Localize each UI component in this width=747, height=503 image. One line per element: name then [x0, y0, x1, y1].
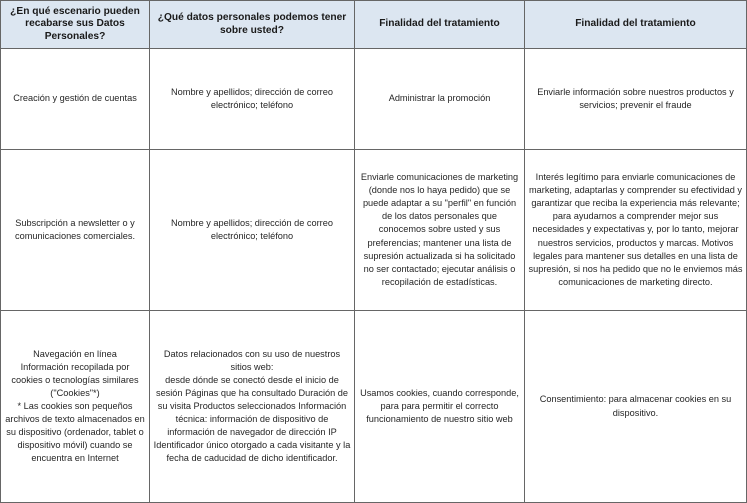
- cell-purpose: Enviarle comunicaciones de marketing (donde nos lo haya pedido) que se puede adaptar a su "perfil" en función de los datos personales que conocemos sobre usted y sus preferencias; mantener una lista de supresión actualizada si ha solicitado no ser contactado; ejecutar análisis o recopilación de estadísticas.: [355, 150, 525, 311]
- cell-scenario: Navegación en línea Información recopilada por cookies o tecnologías similares ("Cookies"*) * Las cookies son pequeños archivos de texto almacenados en su dispositivo (ordenador, tablet o dispositivo móvil) cuando se encuentra en Internet: [1, 311, 150, 503]
- header-personal-data: ¿Qué datos personales podemos tener sobre usted?: [150, 1, 355, 49]
- cell-purpose: Usamos cookies, cuando corresponde, para para permitir el correcto funcionamiento de nuestro sitio web: [355, 311, 525, 503]
- cell-basis: Interés legítimo para enviarle comunicaciones de marketing, adaptarlas y comprender su efectividad y garantizar que reciba la experiencia más relevante; para ayudarnos a comprender mejor sus necesidades y expectativas y, por lo tanto, mejorar nuestros servicios, productos y marcas. Motivos legales para mantener sus detalles en una lista de supresión, si nos ha pedido que no le enviemos más comunicaciones de marketing directo.: [525, 150, 747, 311]
- cell-basis: Enviarle información sobre nuestros productos y servicios; prevenir el fraude: [525, 49, 747, 150]
- cell-personal-data: Datos relacionados con su uso de nuestros sitios web: desde dónde se conectó desde el inicio de sesión Páginas que ha consultado Duración de su visita Productos seleccionados Información técnica: información de dispositivo de información de navegador de dirección IP Identificador único otorgado a cada visitante y la fecha de caducidad de dicho identificador.: [150, 311, 355, 503]
- cell-scenario: Creación y gestión de cuentas: [1, 49, 150, 150]
- header-purpose: Finalidad del tratamiento: [355, 1, 525, 49]
- cell-scenario: Subscripción a newsletter o y comunicaciones comerciales.: [1, 150, 150, 311]
- header-purpose-basis: Finalidad del tratamiento: [525, 1, 747, 49]
- table-row: [1, 150, 747, 311]
- cell-personal-data: Nombre y apellidos; dirección de correo electrónico; teléfono: [150, 49, 355, 150]
- header-row: [1, 1, 747, 49]
- cell-purpose: Administrar la promoción: [355, 49, 525, 150]
- cell-basis: Consentimiento: para almacenar cookies en su dispositivo.: [525, 311, 747, 503]
- header-scenario: ¿En qué escenario pueden recabarse sus Datos Personales?: [1, 1, 150, 49]
- cell-personal-data: Nombre y apellidos; dirección de correo electrónico; teléfono: [150, 150, 355, 311]
- table-row: [1, 49, 747, 150]
- table-row: [1, 311, 747, 503]
